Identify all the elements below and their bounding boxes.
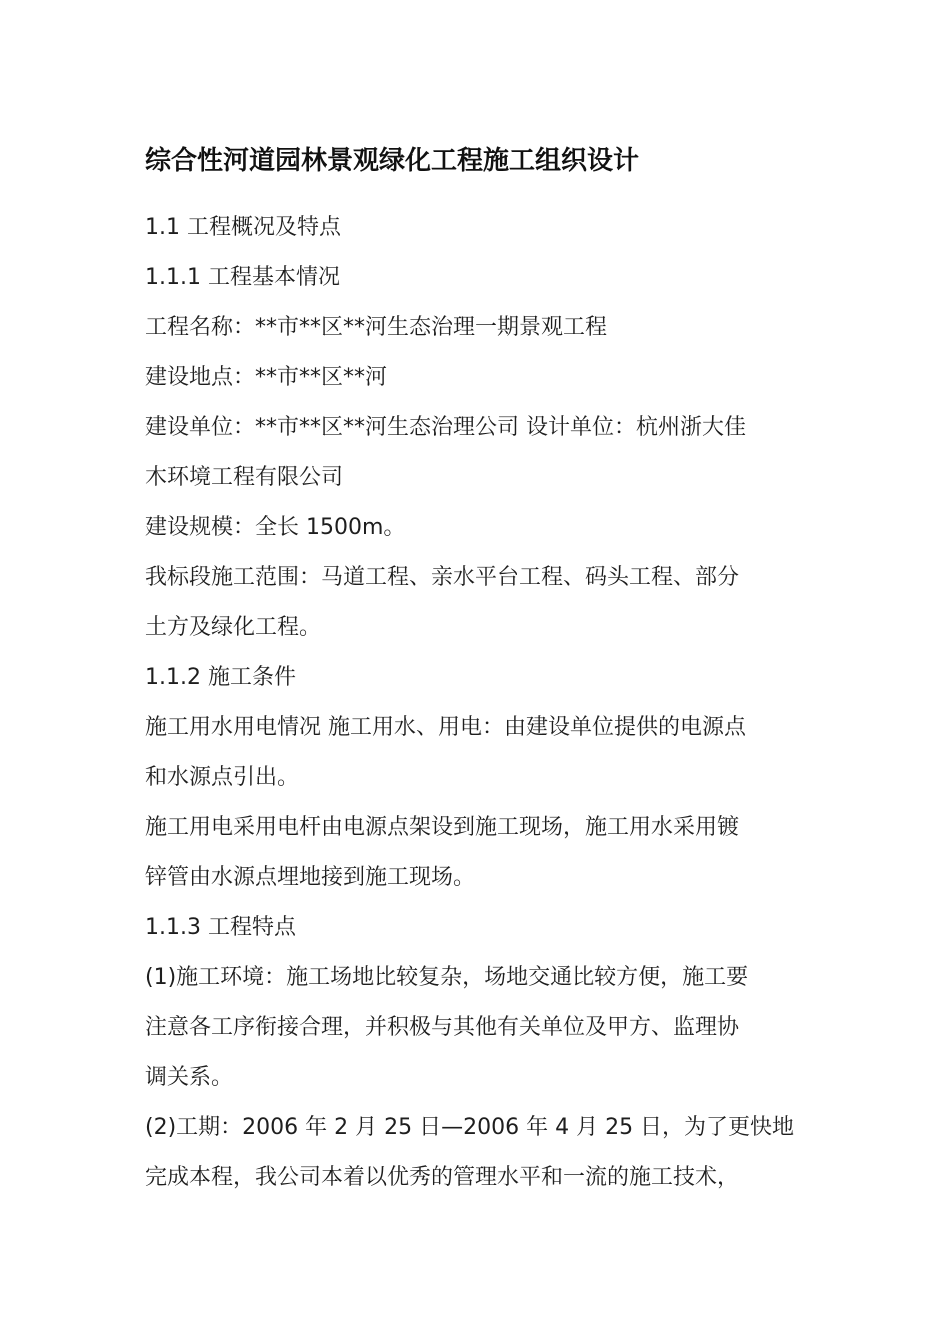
project-name-line: 工程名称：**市**区**河生态治理一期景观工程 bbox=[145, 315, 608, 340]
schedule-line: (2)工期：2006 年 2 月 25 日—2006 年 4 月 25 日，为了更快地 bbox=[145, 1115, 795, 1140]
scope-line-cont: 土方及绿化工程。 bbox=[145, 615, 322, 640]
schedule-line-cont: 完成本程，我公司本着以优秀的管理水平和一流的施工技术， bbox=[145, 1165, 740, 1190]
project-scale-line: 建设规模：全长 1500m。 bbox=[145, 515, 406, 540]
section-heading-1-1-1: 1.1.1 工程基本情况 bbox=[145, 265, 340, 290]
environment-line-end: 调关系。 bbox=[145, 1065, 234, 1090]
section-heading-1-1-3: 1.1.3 工程特点 bbox=[145, 915, 296, 940]
document-title: 综合性河道园林景观绿化工程施工组织设计 bbox=[145, 146, 640, 176]
power-supply-line-cont: 锌管由水源点埋地接到施工现场。 bbox=[145, 865, 476, 890]
water-power-line-cont: 和水源点引出。 bbox=[145, 765, 300, 790]
environment-line-cont: 注意各工序衔接合理，并积极与其他有关单位及甲方、监理协 bbox=[145, 1015, 740, 1040]
project-location-line: 建设地点：**市**区**河 bbox=[145, 365, 388, 390]
scope-line: 我标段施工范围：马道工程、亲水平台工程、码头工程、部分 bbox=[145, 565, 740, 590]
section-heading-1-1-2: 1.1.2 施工条件 bbox=[145, 665, 296, 690]
owner-designer-line-cont: 木环境工程有限公司 bbox=[145, 465, 344, 490]
environment-line: (1)施工环境：施工场地比较复杂，场地交通比较方便，施工要 bbox=[145, 965, 749, 990]
water-power-line: 施工用水用电情况 施工用水、用电：由建设单位提供的电源点 bbox=[145, 715, 746, 740]
section-heading-1-1: 1.1 工程概况及特点 bbox=[145, 215, 341, 240]
power-supply-line: 施工用电采用电杆由电源点架设到施工现场，施工用水采用镀 bbox=[145, 815, 740, 840]
owner-designer-line: 建设单位：**市**区**河生态治理公司 设计单位：杭州浙大佳 bbox=[145, 415, 746, 440]
